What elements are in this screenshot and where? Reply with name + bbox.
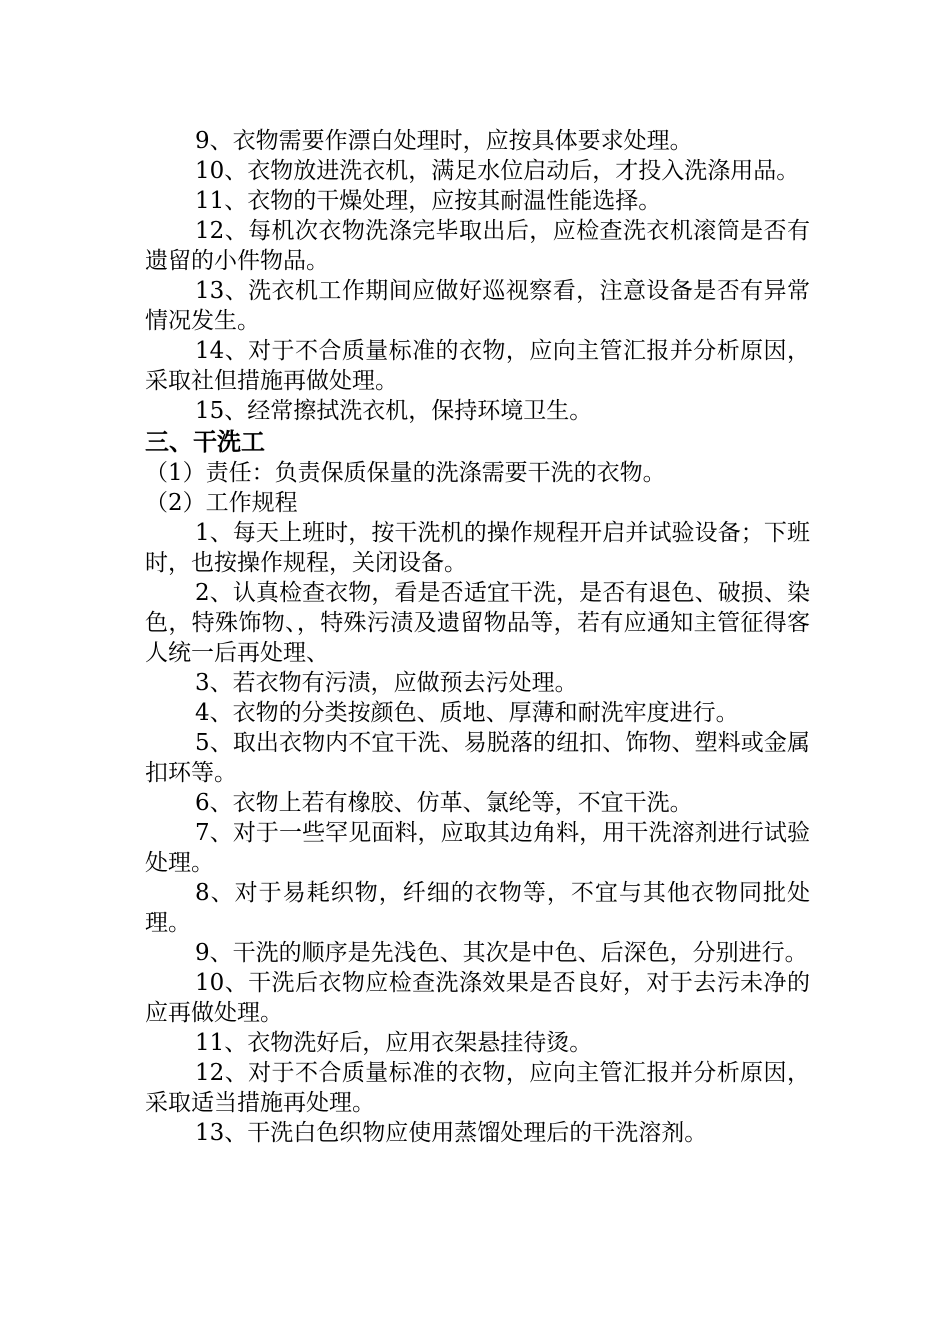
- list-item: 6、衣物上若有橡胶、仿革、氯纶等，不宜干洗。: [195, 790, 693, 816]
- list-item: 13、洗衣机工作期间应做好巡视察看，注意设备是否有异常情况发生。: [145, 278, 810, 334]
- rules-title: （2）工作规程: [145, 490, 298, 516]
- list-item: 9、衣物需要作漂白处理时，应按具体要求处理。: [195, 128, 693, 154]
- list-item: 5、取出衣物内不宜干洗、易脱落的纽扣、饰物、塑料或金属扣环等。: [145, 730, 810, 786]
- list-item: 12、对于不合质量标准的衣物，应向主管汇报并分析原因，采取适当措施再处理。: [145, 1060, 810, 1116]
- list-item: 12、每机次衣物洗涤完毕取出后，应检查洗衣机滚筒是否有遗留的小件物品。: [145, 218, 810, 274]
- list-item: 2、认真检查衣物，看是否适宜干洗，是否有退色、破损、染色，特殊饰物、，特殊污渍及遗留物品等，若有应通知主管征得客人统一后再处理、: [145, 580, 810, 666]
- list-item: 14、对于不合质量标准的衣物，应向主管汇报并分析原因，采取社但措施再做处理。: [145, 338, 810, 394]
- list-item: 7、对于一些罕见面料，应取其边角料，用干洗溶剂进行试验处理。: [145, 820, 810, 876]
- section-heading: 三、干洗工: [145, 428, 265, 456]
- list-item: 13、干洗白色织物应使用蒸馏处理后的干洗溶剂。: [195, 1120, 708, 1146]
- list-item: 10、衣物放进洗衣机，满足水位启动后，才投入洗涤用品。: [195, 158, 800, 184]
- list-item: 11、衣物洗好后，应用衣架悬挂待烫。: [195, 1030, 593, 1056]
- responsibility-line: （1）责任：负责保质保量的洗涤需要干洗的衣物。: [145, 460, 666, 486]
- list-item: 4、衣物的分类按颜色、质地、厚薄和耐洗牢度进行。: [195, 700, 739, 726]
- list-item: 8、对于易耗织物，纤细的衣物等，不宜与其他衣物同批处理。: [145, 880, 810, 936]
- list-item: 1、每天上班时，按干洗机的操作规程开启并试验设备；下班时，也按操作规程，关闭设备。: [145, 520, 810, 576]
- document-body: [145, 126, 810, 1148]
- list-item: 10、干洗后衣物应检查洗涤效果是否良好，对于去污未净的应再做处理。: [145, 970, 810, 1026]
- list-item: 9、干洗的顺序是先浅色、其次是中色、后深色，分别进行。: [195, 940, 808, 966]
- list-item: 3、若衣物有污渍，应做预去污处理。: [195, 670, 578, 696]
- list-item: 15、经常擦拭洗衣机，保持环境卫生。: [195, 398, 593, 424]
- list-item: 11、衣物的干燥处理，应按其耐温性能选择。: [195, 188, 662, 214]
